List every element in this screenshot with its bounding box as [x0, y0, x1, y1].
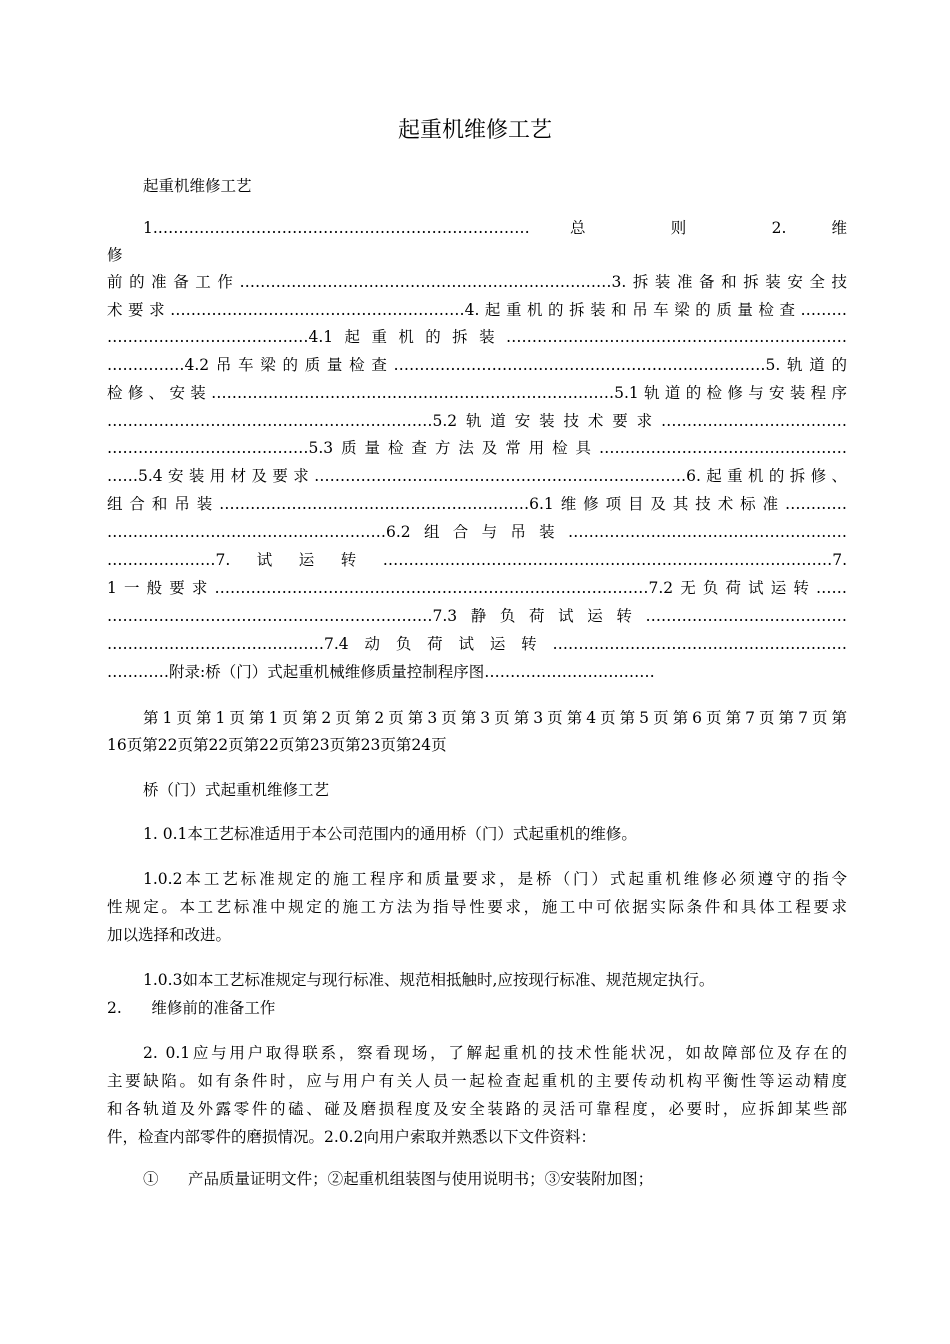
toc-line: ………………………………………………………5.2轨道安装技术要求……………………………… [107, 412, 847, 430]
paragraph-line: 2. 0.1应与用户取得联系，察看现场，了解起重机的技术性能状况，如故障部位及存在的 [143, 1044, 847, 1062]
toc-line: 组合和吊装……………………………………………………6.1维修项目及其技术标准………… [107, 495, 847, 513]
paragraph-line: 加以选择和改进。 [107, 926, 232, 944]
toc-line: …………………………………4.1起重机的拆装………………………………………………………… [107, 328, 847, 346]
toc-line: 1一般要求…………………………………………………………………………7.2无负荷试运转…… [107, 579, 847, 597]
toc-line: 前的准备工作………………………………………………………………3.拆装准备和拆装安全技 [107, 273, 847, 291]
heading-2: 2. 维修前的准备工作 [107, 999, 276, 1017]
toc-line: ……………4.2吊车梁的质量检查………………………………………………………………5.轨道的 [107, 356, 847, 374]
toc-line: ……5.4安装用材及要求………………………………………………………………6.起重机的拆修、 [107, 467, 847, 485]
paragraph-line: 性规定。本工艺标准中规定的施工方法为指导性要求，施工中可依据实际条件和具体工程要求 [107, 898, 847, 916]
toc-line: 修 [107, 246, 123, 264]
toc-line: ………………………………………………………7.3静负荷试运转………………………………… [107, 607, 847, 625]
toc-line: ………………………………………………6.2组合与吊装……………………………………………… [107, 523, 847, 541]
subtitle: 起重机维修工艺 [143, 177, 252, 195]
toc-line: …………………………………5.3质量检查方法及常用检具………………………………………… [107, 439, 847, 457]
section-title: 桥（门）式起重机维修工艺 [143, 781, 330, 799]
document-title: 起重机维修工艺 [397, 118, 552, 143]
list-item: ① 产品质量证明文件；②起重机组装图与使用说明书；③安装附加图； [143, 1170, 654, 1188]
paragraph-line: 和各轨道及外露零件的磕、碰及磨损程度及安全装路的灵活可靠程度，必要时，应拆卸某些部 [107, 1100, 847, 1118]
page-number-line: 16页第22页第22页第22页第23页第23页第24页 [107, 736, 447, 754]
toc-line: 检修、安装……………………………………………………………………5.1轨道的检修与安装程序 [107, 384, 847, 402]
paragraph-line: 件，检查内部零件的磨损情况。2.0.2向用户索取并熟悉以下文件资料： [107, 1128, 596, 1146]
toc-line: ……………………………………7.4动负荷试运转………………………………………………… [107, 635, 847, 653]
paragraph-line: 主要缺陷。如有条件时，应与用户有关人员一起检查起重机的主要传动机构平衡性等运动精度 [107, 1072, 847, 1090]
toc-line: 1.………………………………………………………………总 则 2. 维 [143, 219, 847, 237]
toc-line: 术要求…………………………………………………4.起重机的拆装和吊车梁的质量检查……… [107, 301, 847, 319]
paragraph-line: 1.0.2本工艺标准规定的施工程序和质量要求，是桥（门）式起重机维修必须遵守的指令 [143, 870, 847, 888]
toc-line: …………附录:桥（门）式起重机械维修质量控制程序图…………………………… [107, 663, 655, 681]
paragraph-1-0-3: 1.0.3如本工艺标准规定与现行标准、规范相抵触时,应按现行标准、规范规定执行。 [143, 971, 715, 989]
toc-line: …………………7.试运转……………………………………………………………………………7. [107, 551, 847, 569]
page-number-line: 第1页第1页第1页第2页第2页第3页第3页第3页第4页第5页第6页第7页第7页第 [143, 709, 847, 727]
paragraph-1-0-1: 1. 0.1本工艺标准适用于本公司范围内的通用桥（门）式起重机的维修。 [143, 825, 637, 843]
